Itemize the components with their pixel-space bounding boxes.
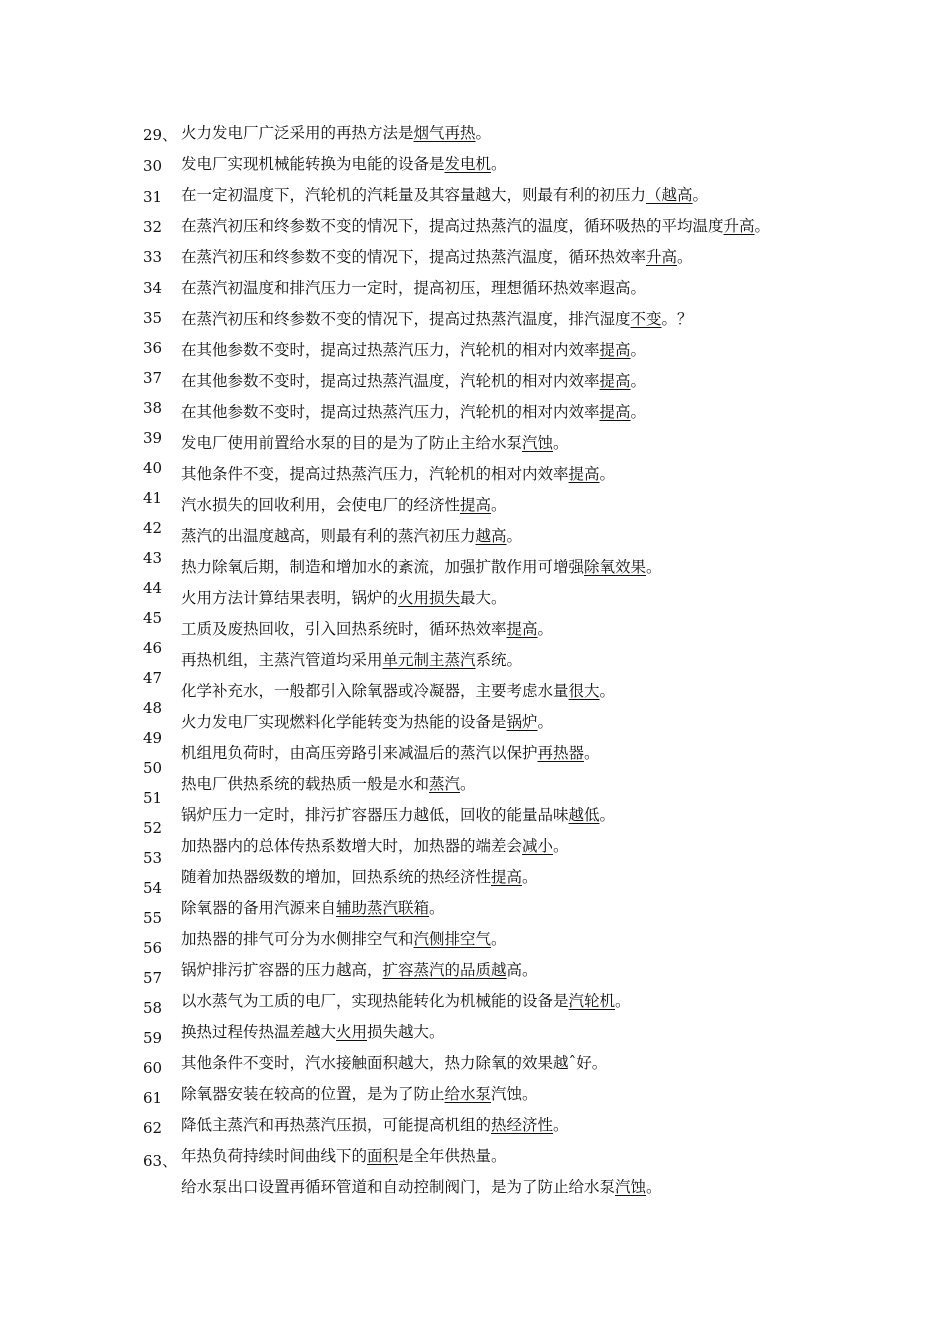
answer-blank: 很大 — [568, 682, 600, 700]
sentence — [181, 216, 770, 236]
sentence-tail: 。 — [630, 372, 647, 390]
sentence-tail: 。 — [599, 806, 616, 824]
sentence-text: 热电厂供热系统的载热质一般是水和 — [181, 775, 430, 793]
answer-blank: 提高 — [506, 620, 538, 638]
answer-blank: 除氧效果 — [584, 558, 647, 576]
sentence — [181, 495, 507, 515]
sentence-tail: 。 — [615, 992, 631, 1010]
sentence-text: 其他条件不变，提高过热蒸汽压力，汽轮机的相对内效率 — [181, 465, 569, 483]
sentence — [181, 1115, 569, 1135]
line-number: 37 — [143, 369, 163, 387]
sentence — [181, 774, 476, 794]
answer-blank: 烟气再热 — [413, 124, 476, 142]
sentence-tail: 。 — [460, 775, 476, 793]
sentence — [181, 1022, 445, 1042]
sentence-text: 随着加热器级数的增加，回热系统的热经济性 — [181, 868, 492, 886]
sentence-text: 发电厂实现机械能转换为电能的设备是 — [181, 155, 445, 173]
sentence — [181, 526, 522, 546]
answer-blank: 汽侧排空气 — [413, 930, 492, 948]
answer-blank: 面积 — [367, 1147, 399, 1165]
line-number: 47 — [143, 669, 163, 687]
sentence-text: 在其他参数不变时，提高过热蒸汽压力，汽轮机的相对内效率 — [181, 341, 600, 359]
sentence-tail: 。 — [491, 496, 507, 514]
line-number: 54 — [143, 879, 163, 897]
sentence-tail: 汽蚀。 — [491, 1085, 538, 1103]
sentence — [181, 588, 507, 608]
sentence — [181, 557, 662, 577]
sentence-tail: 系统。 — [475, 651, 523, 669]
line-number: 40 — [143, 459, 163, 477]
line-number: 45 — [143, 609, 163, 627]
sentence — [181, 712, 553, 732]
sentence-tail: 。 — [584, 744, 600, 762]
sentence-tail: 。 — [754, 217, 771, 235]
sentence — [181, 1053, 607, 1073]
sentence-tail: 。 — [553, 837, 569, 855]
sentence-tail: 。 — [522, 868, 538, 886]
sentence-tail: 。 — [553, 1116, 569, 1134]
line-number: 39 — [143, 429, 163, 447]
answer-blank: 提高 — [599, 341, 631, 359]
line-number: 44 — [143, 579, 163, 597]
line-number: 41 — [143, 489, 163, 507]
sentence-text: 加热器的排气可分为水侧排空气和 — [181, 930, 414, 948]
sentence-tail: 。 — [537, 713, 554, 731]
sentence — [181, 991, 631, 1011]
sentence-text: 除氧器的备用汽源来自 — [181, 899, 337, 917]
sentence-tail: 。 — [475, 124, 492, 142]
sentence-text: 给水泵出口设置再循环管道和自动控制阀门，是为了防止给水泵 — [181, 1178, 616, 1196]
line-number: 50 — [143, 759, 163, 777]
sentence-tail: 。 — [630, 341, 647, 359]
sentence-text: 机组甩负荷时，由高压旁路引来减温后的蒸汽以保护 — [181, 744, 538, 762]
sentence-text: 发电厂使用前置给水泵的目的是为了防止主给水泵 — [181, 434, 523, 452]
sentence — [181, 960, 538, 980]
sentence-text: 除氧器安装在较高的位置，是为了防止 — [181, 1085, 445, 1103]
sentence-text: 再热机组，主蒸汽管道均采用 — [181, 651, 383, 669]
sentence-tail: 。 — [429, 899, 445, 917]
answer-blank: 再热器 — [537, 744, 585, 762]
line-number: 30 — [143, 157, 163, 175]
line-number: 35 — [143, 309, 163, 327]
answer-blank: 辅助蒸汽联箱 — [336, 899, 430, 917]
sentence — [181, 154, 507, 174]
sentence-tail: 。 — [599, 682, 616, 700]
sentence — [181, 1146, 507, 1166]
line-number: 42 — [143, 519, 163, 537]
sentence — [181, 464, 615, 484]
sentence-tail: 最大。 — [460, 589, 507, 607]
line-number: 56 — [143, 939, 163, 957]
line-number: 43 — [143, 549, 163, 567]
sentence-text: 加热器内的总体传热系数增大时，加热器的端差会 — [181, 837, 523, 855]
line-number: 62 — [143, 1119, 163, 1137]
line-number: 46 — [143, 639, 163, 657]
answer-blank: （越高 — [646, 186, 693, 204]
answer-blank: 汽蚀 — [615, 1178, 647, 1196]
sentence-text: 在蒸汽初压和终参数不变的情况下，提高过热蒸汽温度，循环热效率 — [181, 248, 647, 266]
sentence-tail: 。 — [646, 558, 662, 576]
answer-blank: 锅炉 — [506, 713, 538, 731]
answer-blank: 热经济性 — [491, 1116, 554, 1134]
sentence-tail: 。 — [599, 465, 616, 483]
line-number: 48 — [143, 699, 163, 717]
answer-blank: 汽轮机 — [568, 992, 616, 1010]
sentence-text: 化学补充水，一般都引入除氧器或冷凝器，主要考虑水量 — [181, 682, 569, 700]
line-number: 49 — [143, 729, 163, 747]
sentence-tail: 。 — [491, 930, 507, 948]
line-number: 58 — [143, 999, 163, 1017]
sentence — [181, 1177, 662, 1197]
answer-blank: 减小 — [522, 837, 554, 855]
line-number: 52 — [143, 819, 163, 837]
sentence — [181, 309, 693, 329]
answer-blank: 不变 — [630, 310, 662, 328]
sentence-text: 其他条件不变时，汽水接触面积越大，热力除氧的效果越ˆ好。 — [181, 1054, 608, 1072]
sentence — [181, 278, 646, 298]
sentence-tail: 。？ — [661, 310, 693, 328]
answer-blank: 升高 — [646, 248, 678, 266]
sentence — [181, 929, 507, 949]
answer-blank: 提高 — [460, 496, 492, 514]
sentence-text: 在其他参数不变时，提高过热蒸汽温度，汽轮机的相对内效率 — [181, 372, 600, 390]
sentence-text: 换热过程传热温差越大 — [181, 1023, 337, 1041]
answer-blank: 越低 — [568, 806, 600, 824]
line-number: 34 — [143, 279, 163, 297]
line-number: 29、 — [143, 126, 178, 144]
sentence-tail: 。 — [630, 403, 647, 421]
answer-blank: 扩容蒸汽的品质越 — [382, 961, 507, 979]
answer-blank: 提高 — [599, 403, 631, 421]
sentence-tail: 损失越大。 — [367, 1023, 445, 1041]
answer-blank: 提高 — [568, 465, 600, 483]
line-number: 60 — [143, 1059, 163, 1077]
answer-blank: 提高 — [491, 868, 523, 886]
sentence-tail: 是全年供热量。 — [398, 1147, 507, 1165]
sentence-text: 火力发电厂实现燃料化学能转变为热能的设备是 — [181, 713, 507, 731]
sentence — [181, 867, 538, 887]
sentence-text: 蒸汽的出温度越高，则最有利的蒸汽初压力 — [181, 527, 476, 545]
sentence — [181, 1084, 538, 1104]
sentence — [181, 743, 600, 763]
sentence — [181, 123, 491, 143]
sentence-tail: 。 — [646, 1178, 662, 1196]
sentence — [181, 650, 522, 670]
answer-blank: 发电机 — [444, 155, 492, 173]
sentence-text: 热力除氧后期，制造和增加水的紊流，加强扩散作用可增强 — [181, 558, 585, 576]
sentence-text: 汽水损失的回收利用，会使电厂的经济性 — [181, 496, 461, 514]
answer-blank: 提高 — [599, 372, 631, 390]
line-number: 57 — [143, 969, 163, 987]
line-number: 59 — [143, 1029, 163, 1047]
sentence — [181, 340, 646, 360]
line-number: 38 — [143, 399, 163, 417]
sentence — [181, 185, 708, 205]
line-number: 32 — [143, 218, 163, 236]
sentence-text: 锅炉压力一定时，排污扩容器压力越低，回收的能量品味 — [181, 806, 569, 824]
answer-blank: 蒸汽 — [429, 775, 461, 793]
sentence — [181, 898, 445, 918]
sentence — [181, 619, 553, 639]
sentence — [181, 371, 646, 391]
sentence — [181, 402, 646, 422]
line-number: 36 — [143, 339, 163, 357]
sentence-tail: 。 — [677, 248, 693, 266]
sentence — [181, 805, 615, 825]
line-number: 63、 — [143, 1152, 178, 1170]
answer-blank: 越高 — [475, 527, 507, 545]
sentence-text: 锅炉排污扩容器的压力越高， — [181, 961, 383, 979]
line-number: 61 — [143, 1089, 163, 1107]
answer-blank: 升高 — [723, 217, 755, 235]
sentence-text: 降低主蒸汽和再热蒸汽压损，可能提高机组的 — [181, 1116, 492, 1134]
sentence-tail: 。 — [506, 527, 523, 545]
sentence-tail: 。 — [491, 155, 507, 173]
sentence-text: 在蒸汽初温度和排汽压力一定时，提高初压，理想循环热效率遐高。 — [181, 279, 647, 297]
line-number: 31 — [143, 188, 163, 206]
answer-blank: 给水泵 — [444, 1085, 492, 1103]
sentence-text: 火用方法计算结果表明，锅炉的 — [181, 589, 399, 607]
sentence — [181, 247, 693, 267]
line-number: 53 — [143, 849, 163, 867]
sentence — [181, 433, 569, 453]
sentence-text: 年热负荷持续时间曲线下的 — [181, 1147, 368, 1165]
sentence-text: 在蒸汽初压和终参数不变的情况下，提高过热蒸汽的温度，循环吸热的平均温度 — [181, 217, 724, 235]
sentence-text: 以水蒸气为工质的电厂，实现热能转化为机械能的设备是 — [181, 992, 569, 1010]
sentence-text: 工质及废热回收，引入回热系统时，循环热效率 — [181, 620, 507, 638]
sentence-text: 在其他参数不变时，提高过热蒸汽压力，汽轮机的相对内效率 — [181, 403, 600, 421]
answer-blank: 火用 — [336, 1023, 368, 1041]
sentence-tail: 。 — [553, 434, 569, 452]
sentence-text: 在一定初温度下，汽轮机的汽耗量及其容量越大，则最有利的初压力 — [181, 186, 647, 204]
line-number: 33 — [143, 248, 163, 266]
sentence-tail: 。 — [537, 620, 554, 638]
sentence-text: 在蒸汽初压和终参数不变的情况下，提高过热蒸汽温度，排汽湿度 — [181, 310, 631, 328]
sentence — [181, 836, 569, 856]
line-number: 51 — [143, 789, 163, 807]
sentence — [181, 681, 615, 701]
answer-blank: 汽蚀 — [522, 434, 554, 452]
sentence-tail: 高。 — [506, 961, 538, 979]
answer-blank: 单元制主蒸汽 — [382, 651, 476, 669]
sentence-text: 火力发电厂广泛采用的再热方法是 — [181, 124, 414, 142]
sentence-tail: 。 — [692, 186, 709, 204]
line-number: 55 — [143, 909, 163, 927]
answer-blank: 火用损失 — [398, 589, 461, 607]
